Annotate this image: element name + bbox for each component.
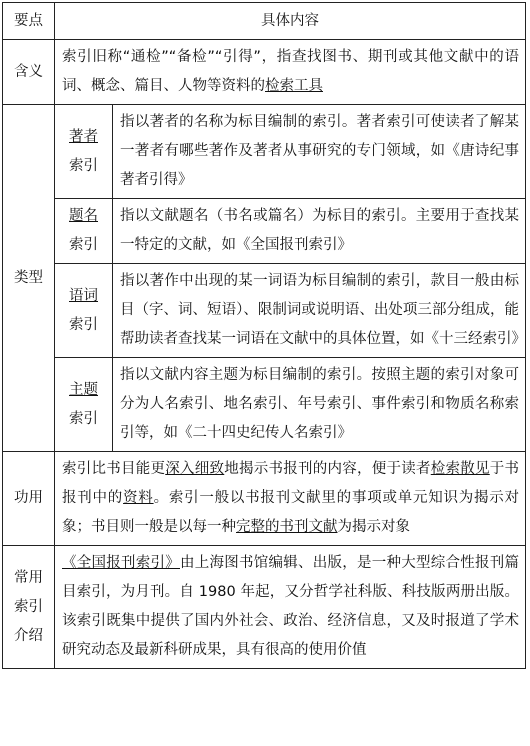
function-u4: 完整的书刊文献 — [236, 519, 338, 535]
common-row — [3, 546, 526, 669]
function-u1: 深入细致 — [165, 461, 225, 477]
type-title-title: 题名 — [69, 208, 98, 224]
meaning-text-body: 索引旧称“通检”“备检”“引得”，指查找图书、期刊或其他文献中的语词、概念、篇目、人物等资料的 — [62, 49, 519, 94]
function-u2: 检索散见 — [430, 461, 490, 477]
type-title-suffix: 索引 — [69, 237, 98, 253]
type-row-author — [3, 105, 526, 199]
index-table — [2, 2, 526, 669]
type-term-text: 指以著作中出现的某一词语为标目编制的索引，款目一般由标目（字、词、短语）、限制词或说明语、出处项三部分组成，能帮助读者查找某一词语在文献中的具体位置，如《十三经索引》 — [113, 264, 526, 358]
type-author-title: 著者 — [69, 128, 98, 145]
function-label: 功用 — [3, 452, 55, 546]
type-author-suffix: 索引 — [69, 157, 98, 174]
meaning-text — [55, 40, 526, 105]
type-title-text: 指以文献题名（书名或篇名）为标目的索引。主要用于查找某一特定的文献，如《全国报刊索引》 — [113, 199, 526, 264]
type-subject-text: 指以文献内容主题为标目编制的索引。按照主题的索引对象可分为人名索引、地名索引、年号索引、事件索引和物质名称索引等，如《二十四史纪传人名索引》 — [113, 358, 526, 452]
meaning-label: 含义 — [3, 40, 55, 105]
type-term-name — [55, 264, 113, 358]
type-author-text: 指以著者的名称为标目编制的索引。著者索引可使读者了解某一著者有哪些著作及著者从事研究的专门领域，如《唐诗纪事著者引得》 — [113, 105, 526, 199]
function-t5: 为揭示对象 — [337, 519, 410, 535]
types-label: 类型 — [3, 105, 55, 452]
meaning-row — [3, 40, 526, 105]
meaning-link: 检索工具 — [265, 78, 323, 94]
type-author-name — [55, 105, 113, 199]
common-label: 常用索引介绍 — [3, 546, 55, 669]
function-u3: 资料 — [123, 490, 154, 506]
function-t4: 。索引一般以书报刊文献里的事项或单元知识为揭示对象；书目则一般是以每一种 — [62, 490, 520, 535]
header-row — [3, 3, 526, 40]
header-key-point: 要点 — [3, 3, 55, 40]
type-subject-title: 主题 — [69, 381, 98, 398]
type-row-subject — [3, 358, 526, 452]
type-term-title: 语词 — [69, 287, 98, 304]
type-subject-suffix: 索引 — [69, 410, 98, 427]
function-t1: 索引比书目能更 — [62, 461, 166, 477]
type-row-title — [3, 199, 526, 264]
common-text — [55, 546, 526, 669]
type-title-name — [55, 199, 113, 264]
type-subject-name — [55, 358, 113, 452]
function-row — [3, 452, 526, 546]
function-t2: 地揭示书报刊的内容，便于读者 — [224, 461, 431, 477]
common-link: 《全国报刊索引》 — [62, 555, 180, 571]
type-term-suffix: 索引 — [69, 316, 98, 333]
function-text — [55, 452, 526, 546]
header-content: 具体内容 — [55, 3, 526, 40]
type-row-term — [3, 264, 526, 358]
function-t3: 于书报刊中的 — [62, 461, 519, 506]
common-body: 由上海图书馆编辑、出版，是一种大型综合性报刊篇目索引，为月刊。自 1980 年起，又分哲学社科版、科技版两册出版。该索引既集中提供了国内外社会、政治、经济信息，又及时报道了学术研究动态及最新科研成果，具有很高的使用价值 — [62, 555, 519, 658]
